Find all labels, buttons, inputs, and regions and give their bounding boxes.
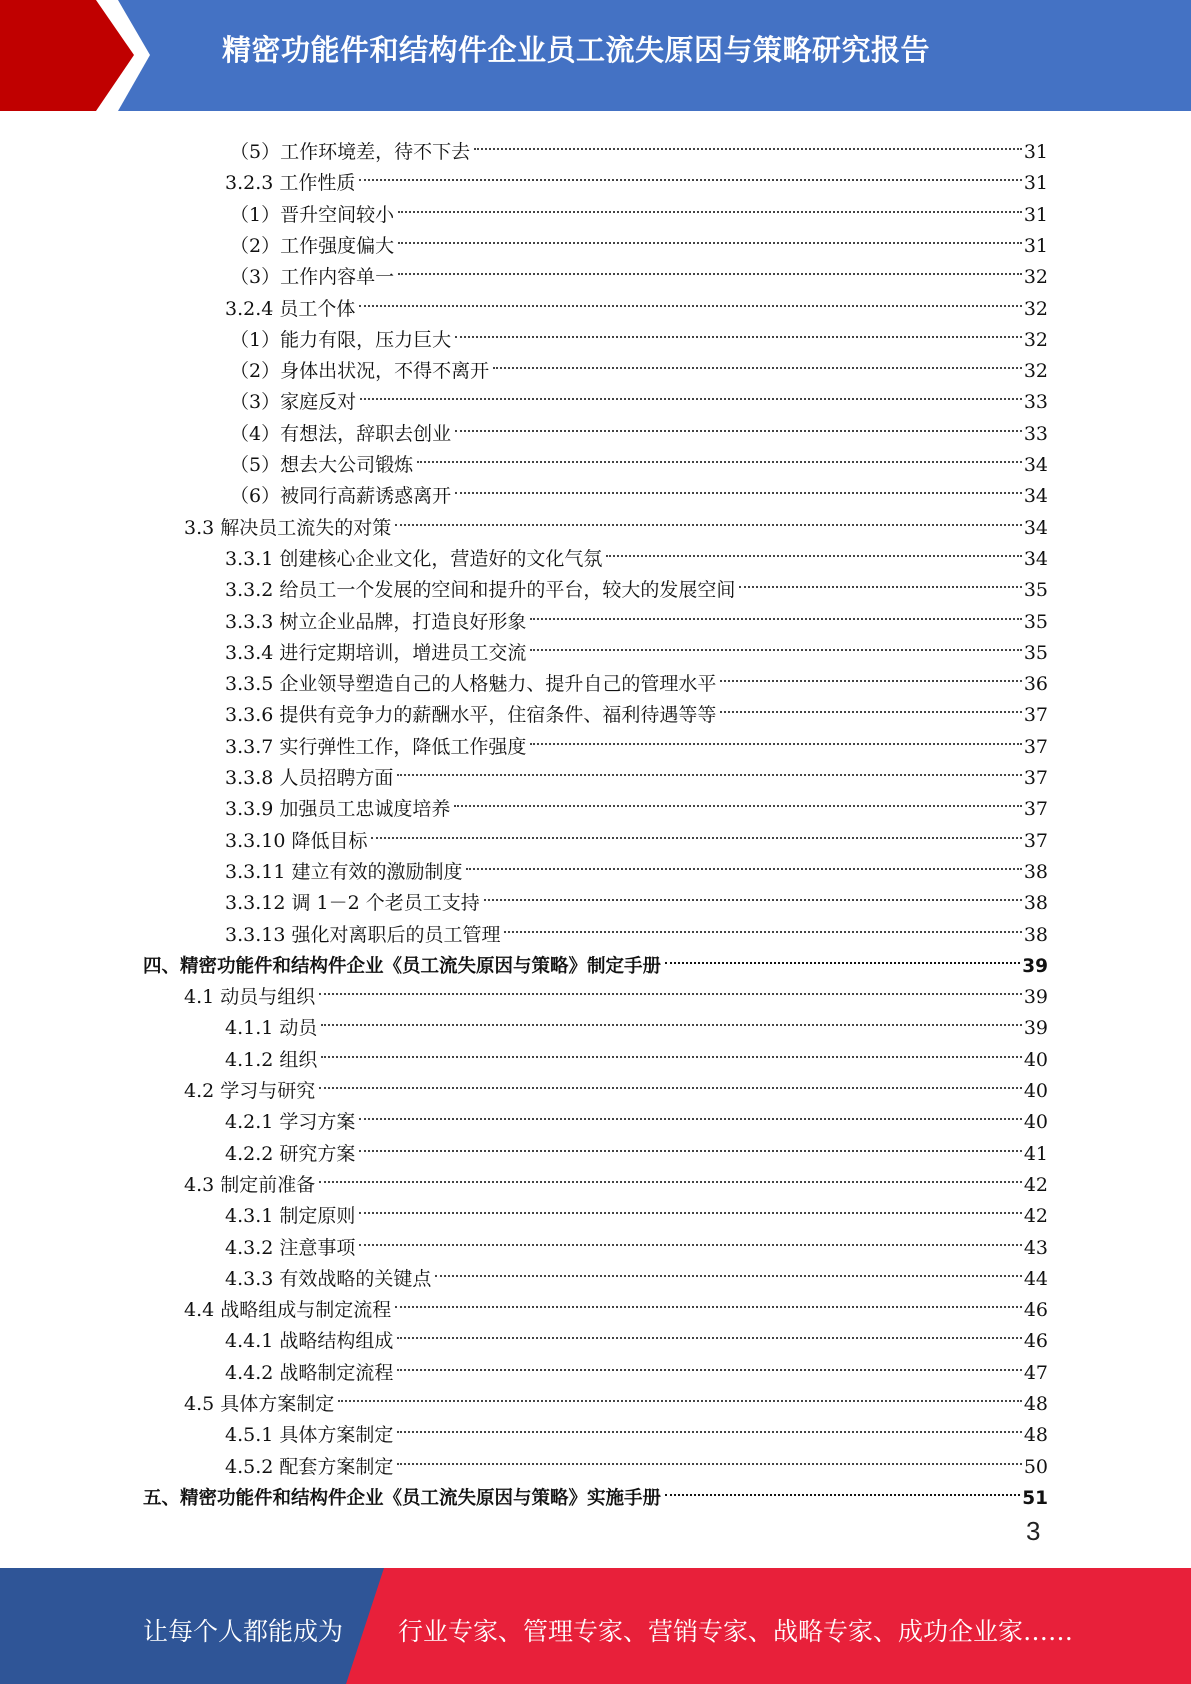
- toc-leader-dots: [435, 1254, 1021, 1285]
- toc-entry-label: （4）有想法，辞职去创业: [230, 422, 452, 445]
- toc-entry-page: 40: [1023, 1111, 1048, 1134]
- toc-entry-page: 35: [1023, 579, 1048, 602]
- toc-entry-page: 34: [1023, 516, 1048, 539]
- toc-entry[interactable]: [225, 1442, 1048, 1478]
- toc-leader-dots: [466, 847, 1021, 878]
- toc-entry[interactable]: [225, 784, 1048, 821]
- toc-entry-label: 3.3.4 进行定期培训，增进员工交流: [225, 641, 527, 664]
- toc-entry-page: 39: [1022, 955, 1048, 977]
- toc-entry-page: 44: [1023, 1267, 1048, 1290]
- toc-entry-label: 四、精密功能件和结构件企业《员工流失原因与策略》制定手册: [143, 955, 662, 977]
- toc-entry-label: 4.3.1 制定原则: [225, 1205, 356, 1228]
- toc-entry-page: 48: [1023, 1393, 1048, 1415]
- toc-entry-label: （3）工作内容单一: [230, 266, 395, 289]
- toc-leader-dots: [321, 1035, 1021, 1066]
- toc-entry-page: 34: [1023, 454, 1048, 476]
- toc-entry-page: 39: [1023, 986, 1048, 1009]
- toc-entry-label: （2）身体出状况，不得不离开: [230, 360, 490, 383]
- toc-entry-page: 50: [1023, 1455, 1048, 1478]
- toc-entry-page: 32: [1023, 360, 1048, 383]
- toc-entry[interactable]: [225, 1035, 1048, 1071]
- toc-entry-page: 32: [1023, 297, 1048, 320]
- toc-entry[interactable]: [225, 284, 1048, 320]
- toc-entry[interactable]: [225, 158, 1048, 195]
- toc-entry-page: 37: [1023, 704, 1048, 727]
- toc-entry[interactable]: [225, 534, 1048, 570]
- toc-entry-label: （3）家庭反对: [230, 391, 357, 414]
- toc-entry[interactable]: [225, 753, 1048, 789]
- report-title: 精密功能件和结构件企业员工流失原因与策略研究报告: [222, 33, 931, 67]
- toc-entry-label: 3.3.13 强化对离职后的员工管理: [225, 923, 501, 946]
- toc-entry-page: 39: [1023, 1017, 1048, 1040]
- toc-entry[interactable]: [184, 503, 1048, 539]
- toc-entry-label: 4.2.2 研究方案: [225, 1142, 356, 1165]
- toc-entry-page: 31: [1023, 203, 1048, 226]
- toc-leader-dots: [359, 1097, 1021, 1128]
- toc-leader-dots: [454, 784, 1021, 815]
- toc-entry[interactable]: [184, 972, 1048, 1009]
- toc-entry-page: 33: [1023, 391, 1048, 414]
- toc-entry[interactable]: [225, 910, 1048, 946]
- toc-leader-dots: [359, 1191, 1021, 1222]
- toc-entry-page: 37: [1023, 767, 1048, 789]
- toc-leader-dots: [606, 534, 1021, 565]
- toc-leader-dots: [398, 221, 1022, 252]
- toc-entry-page: 42: [1023, 1173, 1048, 1196]
- toc-leader-dots: [397, 1410, 1021, 1441]
- toc-leader-dots: [504, 910, 1021, 941]
- toc-leader-dots: [720, 659, 1021, 690]
- toc-entry-page: 38: [1023, 860, 1048, 883]
- toc-entry[interactable]: [225, 1129, 1048, 1165]
- toc-entry-page: 47: [1023, 1361, 1048, 1384]
- toc-entry-page: 38: [1023, 923, 1048, 946]
- footer-banner: [0, 1568, 1191, 1684]
- toc-entry[interactable]: [225, 722, 1048, 758]
- toc-entry[interactable]: [230, 377, 1048, 414]
- toc-leader-dots: [455, 315, 1022, 346]
- toc-entry[interactable]: [230, 471, 1048, 508]
- toc-entry-page: 40: [1023, 1080, 1048, 1102]
- toc-leader-dots: [319, 972, 1022, 1003]
- toc-entry-label: 4.1.2 组织: [225, 1048, 318, 1071]
- toc-entry-page: 38: [1023, 892, 1048, 915]
- toc-entry-page: 37: [1023, 735, 1048, 758]
- toc-entry-page: 40: [1023, 1048, 1048, 1071]
- toc-leader-dots: [360, 377, 1022, 408]
- toc-leader-dots: [338, 1379, 1022, 1410]
- toc-entry[interactable]: [184, 1379, 1048, 1415]
- toc-entry[interactable]: [225, 565, 1048, 602]
- toc-entry[interactable]: [225, 1191, 1048, 1228]
- toc-leader-dots: [665, 1473, 1020, 1504]
- toc-entry-page: 43: [1023, 1236, 1048, 1259]
- toc-entry-label: 4.4 战略组成与制定流程: [184, 1299, 392, 1322]
- toc-entry-label: 4.3 制定前准备: [184, 1173, 316, 1196]
- toc-entry[interactable]: [230, 409, 1048, 445]
- toc-leader-dots: [359, 1223, 1021, 1254]
- toc-entry[interactable]: [230, 252, 1048, 289]
- toc-entry[interactable]: [230, 440, 1048, 476]
- toc-entry-label: 4.5.1 具体方案制定: [225, 1424, 394, 1447]
- toc-entry-page: 31: [1023, 172, 1048, 195]
- toc-entry-label: 3.2.3 工作性质: [225, 172, 356, 195]
- toc-leader-dots: [319, 1066, 1022, 1097]
- toc-entry[interactable]: [225, 597, 1048, 633]
- toc-entry-label: 五、精密功能件和结构件企业《员工流失原因与策略》实施手册: [143, 1487, 662, 1509]
- toc-leader-dots: [455, 471, 1022, 502]
- toc-leader-dots: [398, 252, 1022, 283]
- toc-entry[interactable]: [225, 1003, 1048, 1040]
- toc-entry-label: 3.3.9 加强员工忠诚度培养: [225, 798, 451, 821]
- toc-leader-dots: [359, 158, 1021, 189]
- toc-entry-label: 3.3.5 企业领导塑造自己的人格魅力、提升自己的管理水平: [225, 673, 717, 696]
- toc-entry-label: 3.3.11 建立有效的激励制度: [225, 860, 463, 883]
- toc-entry-page: 37: [1023, 798, 1048, 821]
- toc-entry-label: 4.5 具体方案制定: [184, 1393, 335, 1415]
- toc-entry[interactable]: [143, 1473, 1048, 1509]
- toc-entry-label: 4.3.3 有效战略的关键点: [225, 1267, 432, 1290]
- toc-entry-label: 4.2.1 学习方案: [225, 1111, 356, 1134]
- toc-leader-dots: [455, 409, 1022, 440]
- toc-entry-label: 4.2 学习与研究: [184, 1080, 316, 1102]
- toc-entry-label: 4.1.1 动员: [225, 1017, 318, 1040]
- toc-entry-page: 37: [1023, 829, 1048, 852]
- toc-entry-label: （5）工作环境差，待不下去: [230, 141, 471, 163]
- toc-entry-label: 3.3.12 调 1－2 个老员工支持: [225, 892, 480, 915]
- toc-leader-dots: [530, 722, 1021, 753]
- toc-leader-dots: [484, 878, 1022, 909]
- toc-entry[interactable]: [225, 1097, 1048, 1134]
- toc-entry-label: 3.3.2 给员工一个发展的空间和提升的平台，较大的发展空间: [225, 579, 736, 602]
- toc-entry-label: 4.4.1 战略结构组成: [225, 1330, 394, 1353]
- toc-leader-dots: [665, 941, 1020, 972]
- toc-entry-page: 35: [1023, 641, 1048, 664]
- toc-entry[interactable]: [225, 659, 1048, 696]
- toc-entry[interactable]: [230, 190, 1048, 226]
- toc-entry-label: （5）想去大公司锻炼: [230, 454, 414, 476]
- toc-leader-dots: [359, 1129, 1021, 1160]
- toc-entry-page: 31: [1023, 234, 1048, 257]
- toc-entry-label: 3.3.10 降低目标: [225, 829, 368, 852]
- toc-entry[interactable]: [184, 1285, 1048, 1322]
- toc-leader-dots: [371, 816, 1021, 847]
- toc-leader-dots: [319, 1160, 1022, 1191]
- toc-entry[interactable]: [225, 690, 1048, 727]
- toc-entry[interactable]: [225, 1410, 1048, 1447]
- toc-entry-page: 33: [1023, 422, 1048, 445]
- page-number: 3: [1026, 1516, 1041, 1546]
- toc-entry-label: （1）晋升空间较小: [230, 203, 395, 226]
- toc-leader-dots: [417, 440, 1022, 471]
- toc-entry-page: 32: [1023, 328, 1048, 351]
- toc-leader-dots: [397, 1316, 1021, 1347]
- toc-leader-dots: [395, 503, 1022, 534]
- toc-entry-label: 4.4.2 战略制定流程: [225, 1361, 394, 1384]
- toc-entry-page: 34: [1023, 485, 1048, 508]
- toc-entry-label: 3.3.8 人员招聘方面: [225, 767, 394, 789]
- toc-entry-page: 48: [1023, 1424, 1048, 1447]
- toc-entry-label: 4.5.2 配套方案制定: [225, 1455, 394, 1478]
- toc-entry[interactable]: [225, 847, 1048, 883]
- toc-entry[interactable]: [230, 221, 1048, 257]
- toc-leader-dots: [359, 284, 1021, 315]
- header-banner: [0, 0, 1191, 111]
- toc-entry-label: 3.3.7 实行弹性工作，降低工作强度: [225, 735, 527, 758]
- toc-leader-dots: [397, 1348, 1021, 1379]
- toc-entry-label: 3.3.3 树立企业品牌，打造良好形象: [225, 610, 527, 633]
- toc-entry-page: 32: [1023, 266, 1048, 289]
- toc-entry-page: 42: [1023, 1205, 1048, 1228]
- toc-entry-page: 31: [1023, 141, 1048, 163]
- toc-entry-label: （6）被同行高薪诱惑离开: [230, 485, 452, 508]
- toc-entry[interactable]: [225, 1223, 1048, 1259]
- toc-entry[interactable]: [225, 816, 1048, 852]
- toc-entry[interactable]: [225, 628, 1048, 664]
- toc-entry[interactable]: [225, 1254, 1048, 1290]
- toc-entry-page: 35: [1023, 610, 1048, 633]
- toc-entry[interactable]: [230, 127, 1048, 163]
- toc-entry-label: 3.3.6 提供有竞争力的薪酬水平，住宿条件、福利待遇等等: [225, 704, 717, 727]
- footer-slogan-left: 让每个人都能成为: [143, 1617, 344, 1646]
- toc-entry-label: 3.3 解决员工流失的对策: [184, 516, 392, 539]
- toc-leader-dots: [493, 346, 1022, 377]
- toc-entry[interactable]: [143, 941, 1048, 977]
- toc-entry[interactable]: [230, 315, 1048, 351]
- toc-entry-label: 4.1 动员与组织: [184, 986, 316, 1009]
- toc-leader-dots: [397, 753, 1021, 784]
- toc-entry-page: 41: [1023, 1142, 1048, 1165]
- toc-entry[interactable]: [225, 878, 1048, 915]
- toc-entry[interactable]: [230, 346, 1048, 383]
- toc-entry-label: 3.3.1 创建核心企业文化，营造好的文化气氛: [225, 547, 603, 570]
- footer-slogan-right: 行业专家、管理专家、营销专家、战略专家、成功企业家……: [398, 1617, 1074, 1646]
- toc-entry-label: 3.2.4 员工个体: [225, 297, 356, 320]
- toc-entry-label: 4.3.2 注意事项: [225, 1236, 356, 1259]
- toc-leader-dots: [739, 565, 1021, 596]
- toc-leader-dots: [321, 1003, 1021, 1034]
- toc-entry-page: 36: [1023, 673, 1048, 696]
- toc-leader-dots: [720, 690, 1021, 721]
- toc-leader-dots: [530, 628, 1021, 659]
- toc-entry-label: （2）工作强度偏大: [230, 234, 395, 257]
- toc-leader-dots: [474, 127, 1022, 158]
- toc-entry-page: 46: [1023, 1330, 1048, 1353]
- toc-entry[interactable]: [225, 1316, 1048, 1353]
- toc-entry-page: 46: [1023, 1299, 1048, 1322]
- toc-leader-dots: [530, 597, 1021, 628]
- toc-entry-page: 34: [1023, 547, 1048, 570]
- toc-entry-page: 51: [1022, 1487, 1048, 1509]
- toc-entry[interactable]: [184, 1160, 1048, 1196]
- toc-entry-label: （1）能力有限，压力巨大: [230, 328, 452, 351]
- toc-entry[interactable]: [225, 1348, 1048, 1384]
- toc-leader-dots: [395, 1285, 1022, 1316]
- toc-entry[interactable]: [184, 1066, 1048, 1102]
- toc-leader-dots: [397, 1442, 1021, 1473]
- toc-leader-dots: [398, 190, 1022, 221]
